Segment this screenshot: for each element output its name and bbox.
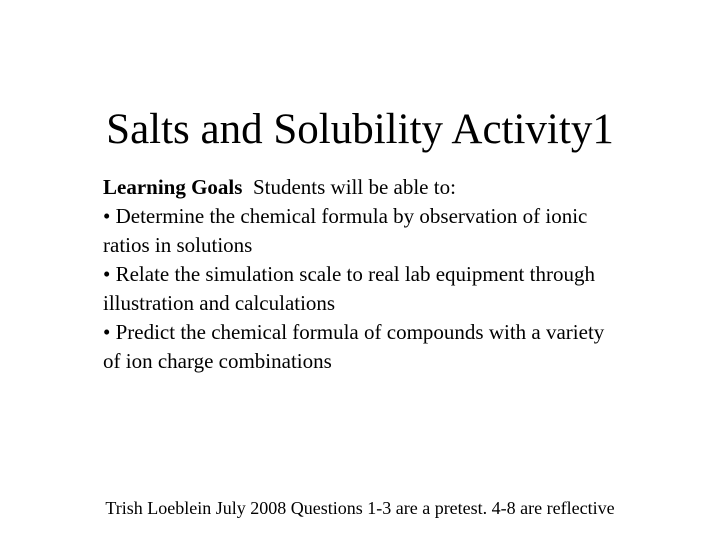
slide-title: Salts and Solubility Activity1	[106, 106, 614, 153]
learning-goal-item: • Relate the simulation scale to real lab equipment through illustration and calculations	[103, 262, 595, 315]
learning-goal-item: • Determine the chemical formula by observation of ionic ratios in solutions	[103, 204, 588, 257]
slide-footer: Trish Loeblein July 2008 Questions 1-3 are a pretest. 4-8 are reflective	[105, 498, 615, 518]
learning-goal-item: • Predict the chemical formula of compounds with a variety of ion charge combinations	[103, 320, 605, 373]
learning-goals-intro: Students will be able to:	[252, 175, 456, 199]
learning-goals-block	[103, 173, 623, 376]
learning-goals-heading	[103, 173, 623, 202]
learning-goals-label: Learning Goals	[103, 175, 243, 199]
